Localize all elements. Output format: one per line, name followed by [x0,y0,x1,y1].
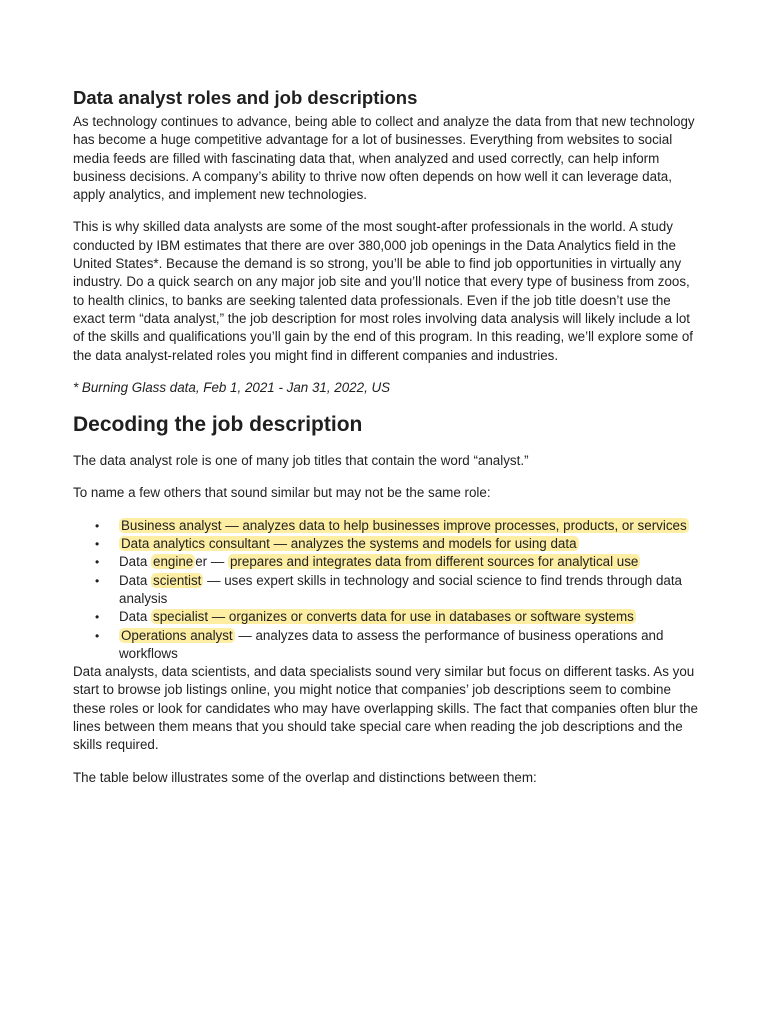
footnote: * Burning Glass data, Feb 1, 2021 - Jan 31, 2022, US [73,379,391,395]
highlighted-text: specialist — organizes or converts data for use in databases or software systems [153,609,634,625]
bullet-icon: • [95,628,100,643]
bullet-icon: • [95,518,100,533]
list-item [95,553,698,571]
heading-decoding-job-description: Decoding the job description [73,413,363,437]
highlighted-text: Data analytics consultant — analyzes the systems and models for using data [121,536,577,552]
list-item [95,627,698,664]
list-item [95,572,698,609]
highlighted-text: prepares and integrates data from different sources for analytical use [229,554,639,570]
list-item [95,517,698,535]
document-page [73,86,698,801]
highlighted-text: engine [153,554,194,570]
decoding-paragraph-1: The data analyst role is one of many job titles that contain the word “analyst.” [73,453,529,469]
bullet-icon: • [95,555,100,570]
intro-paragraph-1: As technology continues to advance, being able to collect and analyze the data from that new technology has become a huge competitive advantage for a lot of businesses. Everything from websites to social media feeds are filled with fascinating data that, when analyzed and used correctly, can help inform business decisions. A company’s ability to thrive now often depends on how well it can leverage data, apply analytics, and implement new technologies. [73,114,695,203]
bullet-icon: • [95,537,100,552]
similar-roles-list [73,517,698,663]
list-item [95,608,698,626]
highlighted-text: scientist [153,572,202,588]
role-text: — uses expert skills in technology and social science to find trends through data analysis [119,572,683,606]
table-intro-paragraph: The table below illustrates some of the overlap and distinctions between them: [73,769,537,785]
heading-data-analyst-roles: Data analyst roles and job descriptions [73,87,418,108]
role-text: — analyzes data to assess the performance of business operations and workflows [119,627,664,661]
decoding-paragraph-2: To name a few others that sound similar but may not be the same role: [73,485,491,501]
bullet-icon: • [95,610,100,625]
intro-paragraph-2: This is why skilled data analysts are some of the most sought-after professionals in the world. A study conducted by IBM estimates that there are over 380,000 job openings in the Data Analytics field in the United States*. Because the demand is so strong, you’ll be able to find job opportunities in virtually any industry. Do a quick search on any major job site and you’ll notice that every type of business from zoos, to health clinics, to banks are seeking talented data professionals. Even if the job title doesn’t use the exact term “data analyst,” the job description for most roles involving data analysis will likely include a lot of the skills and qualifications you’ll gain by the end of this program. In this reading, we’ll explore some of the data analyst-related roles you might find in different companies and industries. [73,219,694,363]
role-text: Data [119,572,152,588]
role-text: Data [119,609,152,625]
bullet-icon: • [95,573,100,588]
roles-comparison-paragraph: Data analysts, data scientists, and data specialists sound very similar but focus on different tasks. As you start to browse job listings online, you might notice that companies’ job descriptions seem to combine these roles or look for candidates who may have overlapping skills. The fact that companies often blur the lines between them means that you should take special care when reading the job descriptions and the skills required. [73,664,698,753]
highlighted-text: Operations analyst [121,627,233,643]
role-text: Data [119,554,152,570]
role-text: er — [195,554,228,570]
highlighted-text: Business analyst — analyzes data to help businesses improve processes, products, or services [121,517,687,533]
list-item [95,535,698,553]
